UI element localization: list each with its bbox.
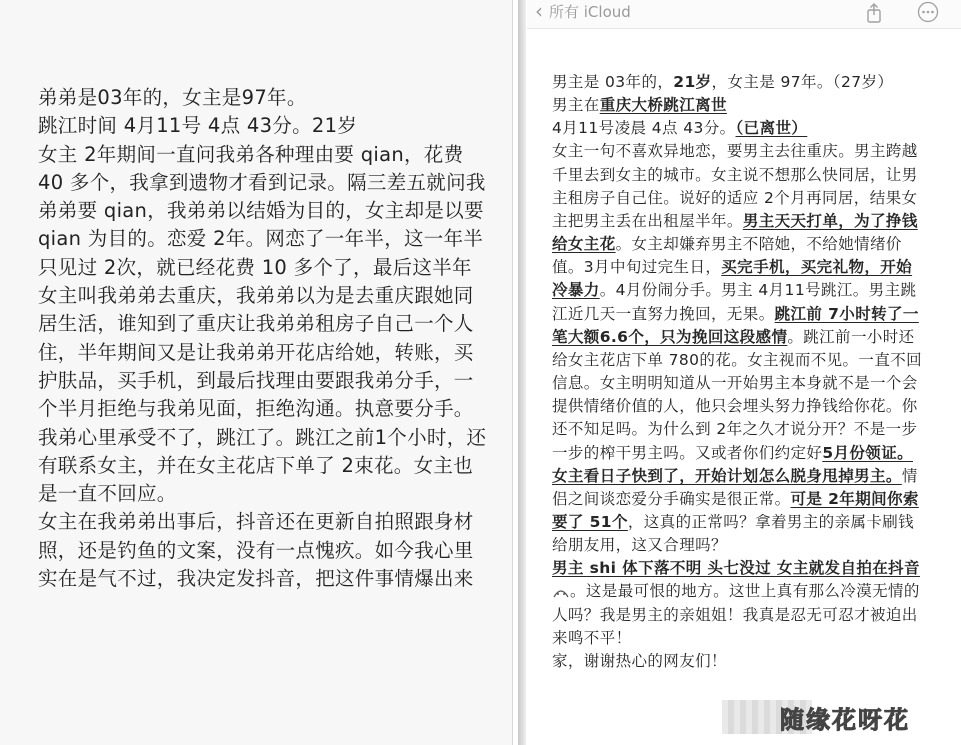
watermark-text: 随缘花呀花: [780, 705, 910, 734]
left-note-paragraph: 跳江时间 4月11号 4点 43分。21岁: [38, 114, 358, 138]
note-text: 女主一句不喜欢异地恋，要男主去往重庆。男主跨越千里去到女主的城市。女主说不想那么快同居，让男主租房子自己住。说好的适应 2个月再同居，结果女主把男主丢在出租屋半年。: [552, 142, 918, 230]
back-button[interactable]: [535, 0, 631, 24]
left-note-paragraph: 弟弟是03年的，女主是97年。: [38, 86, 307, 109]
note-paragraph: [552, 557, 922, 650]
note-text: 男主是 03年的，: [552, 73, 674, 91]
icloud-note-panel: [515, 0, 961, 745]
note-text: ，女主是 97年。（27岁）: [711, 73, 894, 91]
note-text: 。女主却嫌弃男主不陪她，不给她情绪价值。3月中旬过完生日，: [552, 235, 902, 277]
note-text: 4月11号凌晨 4点 43分。: [552, 119, 736, 138]
back-button-label: 所有 iCloud: [549, 2, 631, 21]
note-text: 。跳江前一小时还给女主花店下单 780的花。女主视而不见。一直不回信息。女主明明知道从一开始男主本身就不是一个会提供情绪价值的人，他只会埋头努力挣钱给你花。你还不知足吗。为什么到 2年之久才说分开？不是一步一步的榨干男主吗。又或者你们约定好: [552, 327, 923, 462]
share-icon[interactable]: [863, 2, 885, 24]
note-highlight: （已离世）: [735, 119, 808, 138]
left-note-paragraph: 女主 2年期间一直问我弟各种理由要 qian，花费40 多个，我拿到遗物才看到记录。隔三差五就问我弟弟要 qian，我弟弟以结婚为目的，女主却是以要 qian 为目的。恋爱 2年。网恋了一年半，这一年半只见过 2次，就已经花费 10 多个了，最后这半年女主叫我弟弟去重庆，我弟弟以为是去重庆跟她同居生活，谁知到了重庆让我弟弟租房子自己一个人住，半年期间又是让我弟弟开花店给她，转账，买护肤品，买手机，到最后找理由要跟我弟分手，一个半月拒绝与我弟见面，拒绝沟通。执意要分手。我弟心里承受不了，跳江了。跳江之前1个小时，还有联系女主，并在女主花店下单了 2束花。女主也是一直不回应。: [38, 142, 487, 506]
note-text: ，这真的正常吗？拿着男主的亲属卡刷钱给朋友用，这又合理吗？: [552, 512, 915, 555]
note-text: 家，谢谢热心的网友们！: [552, 651, 727, 670]
note-paragraph: [552, 94, 922, 117]
note-text: 。这是最可恨的地方。这世上真有那么冷漠无情的人吗？我是男主的亲姐姐！我真是忍无可忍才被迫出来鸣不平！: [552, 582, 920, 647]
note-text: 情侣之间谈恋爱分手确实是很正常。: [552, 466, 918, 508]
note-highlight: 重庆大桥跳江离世: [599, 96, 727, 115]
notes-nav-bar: [527, 0, 961, 29]
note-paragraph: [552, 117, 922, 140]
note-paragraph: [552, 71, 922, 94]
left-note-paragraph: 女主在我弟弟出事后，抖音还在更新自拍照跟身材照，还是钓鱼的文案，没有一点愧疚。如今我心里实在是气不过，我决定发抖音，把这件事情爆出来: [38, 510, 474, 591]
chevron-left-icon: ‹: [535, 0, 543, 23]
note-highlight: 买完手机，买完礼物，开始冷暴力: [552, 258, 913, 300]
more-icon[interactable]: [917, 1, 939, 23]
phone-bezel: [518, 0, 526, 745]
note-text: 男主在: [552, 96, 600, 115]
crying-face-icon: [552, 585, 570, 599]
note-highlight: 跳江前 7小时转了一笔大额6.6个，只为挽回这段感情: [552, 304, 919, 346]
note-highlight: 可是 2年期间你索要了 51个: [552, 489, 919, 531]
note-highlight: 5月份领证。女主看日子快到了，开始计划怎么脱身甩掉男主。: [552, 443, 913, 485]
note-paragraph: [552, 140, 922, 557]
note-text: 。4月份闹分手。男主 4月11号跳江。男主跳江近几天一直努力挽回，无果。: [552, 281, 917, 323]
note-paragraph: [552, 650, 922, 673]
icloud-note-body: [552, 71, 922, 673]
note-highlight: 男主 shi 体下落不明 头七没过 女主就发自拍在抖音: [552, 559, 920, 578]
watermark: [780, 700, 910, 734]
note-highlight: 男主天天打单，为了挣钱给女主花: [552, 211, 918, 254]
note-bold-text: 21岁: [673, 73, 712, 91]
left-note-body: [38, 84, 488, 593]
